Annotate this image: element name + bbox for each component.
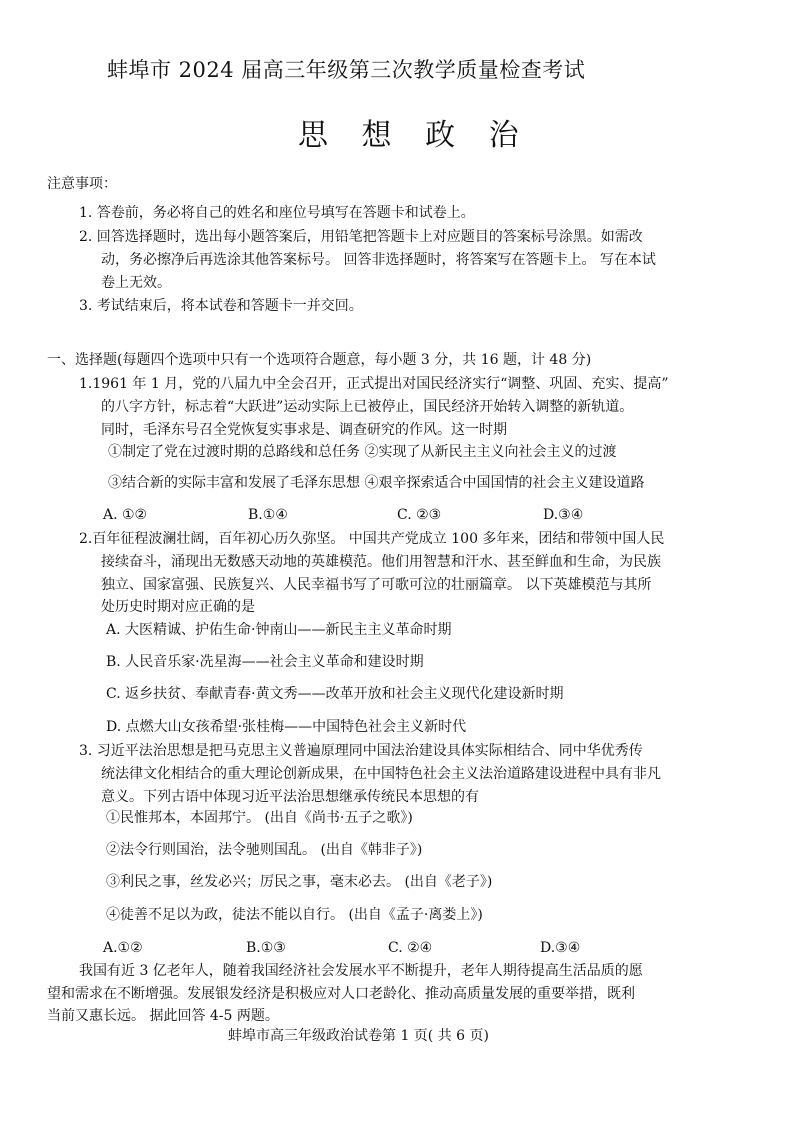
- q3-statement: ④徒善不足以为政，徒法不能以自行。 (出自《孟子·离娄上》): [106, 907, 483, 923]
- page-footer: 蚌埠市高三年级政治试卷第 1 页( 共 6 页): [228, 1028, 489, 1044]
- q2-option-b: B. 人民音乐家·冼星海——社会主义革命和建设时期: [106, 654, 424, 670]
- q1-statements: ③结合新的实际丰富和发展了毛泽东思想 ④艰辛探索适合中国国情的社会主义建设道路: [108, 475, 645, 491]
- section-title: 一、选择题(每题四个选项中只有一个选项符合题意，每小题 3 分，共 16 题，计 48 分): [47, 352, 592, 368]
- material-line: 当前又惠长远。 据此回答 4-5 两题。: [47, 1008, 279, 1024]
- q2-stem-line: 处历史时期对应正确的是: [101, 599, 255, 615]
- q1-choice-b: B.①④: [248, 507, 288, 523]
- notice-item: 3. 考试结束后，将本试卷和答题卡一并交回。: [79, 298, 363, 314]
- notice-title: 注意事项：: [47, 176, 117, 192]
- q3-choice-a: A.①②: [103, 940, 143, 956]
- notice-item: 动，务必擦净后再选涂其他答案标号。 回答非选择题时，将答案写在答题卡上。 写在本试: [101, 252, 656, 268]
- q2-option-c: C. 返乡扶贫、奉献青春·黄文秀——改革开放和社会主义现代化建设新时期: [106, 686, 564, 702]
- q2-stem-line: 2.百年征程波澜壮阔，百年初心历久弥坚。 中国共产党成立 100 多年来，团结和带领中国人民: [79, 531, 665, 547]
- subject-title: 思 想 政 治: [298, 118, 531, 153]
- q1-choice-d: D.③④: [543, 507, 584, 523]
- notice-item: 1. 答卷前，务必将自己的姓名和座位号填写在答题卡和试卷上。: [79, 205, 475, 221]
- q2-option-d: D. 点燃大山女孩希望·张桂梅——中国特色社会主义新时代: [106, 719, 467, 735]
- q3-choice-c: C. ②④: [388, 940, 433, 956]
- q3-stem-line: 统法律文化相结合的重大理论创新成果，在中国特色社会主义法治道路建设进程中具有非凡: [101, 766, 661, 782]
- q2-option-a: A. 大医精诚、护佑生命·钟南山——新民主主义革命时期: [106, 622, 452, 638]
- q3-statement: ①民惟邦本，本固邦宁。 (出自《尚书·五子之歌》): [106, 810, 413, 826]
- q1-stem-line: 1.1961 年 1 月，党的八届九中全会召开，正式提出对国民经济实行“调整、巩固、充实、提高”: [79, 376, 669, 392]
- q1-choice-a: A. ①②: [103, 507, 148, 523]
- q3-stem-line: 意义。下列古语中体现习近平法治思想继承传统民本思想的有: [101, 789, 479, 805]
- q3-choice-d: D.③④: [540, 940, 581, 956]
- q3-stem-line: 3. 习近平法治思想是把马克思主义普遍原理同中国法治建设具体实际相结合、同中华优秀传: [79, 743, 643, 759]
- q3-choice-b: B.①③: [246, 940, 286, 956]
- q3-statement: ②法令行则国治，法令驰则国乱。 (出自《韩非子》): [106, 842, 423, 858]
- q3-statement: ③利民之事，丝发必兴；厉民之事，毫末必去。 (出自《老子》): [106, 874, 493, 890]
- notice-item: 2. 回答选择题时，选出每小题答案后，用铅笔把答题卡上对应题目的答案标号涂黑。如需改: [79, 229, 643, 245]
- q1-choice-c: C. ②③: [397, 507, 442, 523]
- notice-item: 卷上无效。: [101, 275, 171, 291]
- exam-title: 蚌埠市 2024 届高三年级第三次教学质量检查考试: [107, 58, 586, 82]
- q2-stem-line: 独立、国家富强、民族复兴、人民幸福书写了可歌可泣的壮丽篇章。 以下英雄模范与其所: [101, 577, 652, 593]
- q1-statements: ①制定了党在过渡时期的总路线和总任务 ②实现了从新民主主义向社会主义的过渡: [108, 444, 617, 460]
- q1-stem-line: 的八字方针，标志着“大跃进”运动实际上已被停止，国民经济开始转入调整的新轨道。: [101, 399, 634, 415]
- material-line: 我国有近 3 亿老年人，随着我国经济社会发展水平不断提升，老年人期待提高生活品质的愿: [79, 963, 643, 979]
- material-line: 望和需求在不断增强。发展银发经济是积极应对人口老龄化、推动高质量发展的重要举措，既利: [47, 986, 635, 1002]
- q1-stem-line: 同时，毛泽东号召全党恢复实事求是、调查研究的作风。这一时期: [101, 422, 507, 438]
- q2-stem-line: 接续奋斗，涌现出无数感天动地的英雄模范。他们用智慧和汗水、甚至鲜血和生命，为民族: [101, 554, 661, 570]
